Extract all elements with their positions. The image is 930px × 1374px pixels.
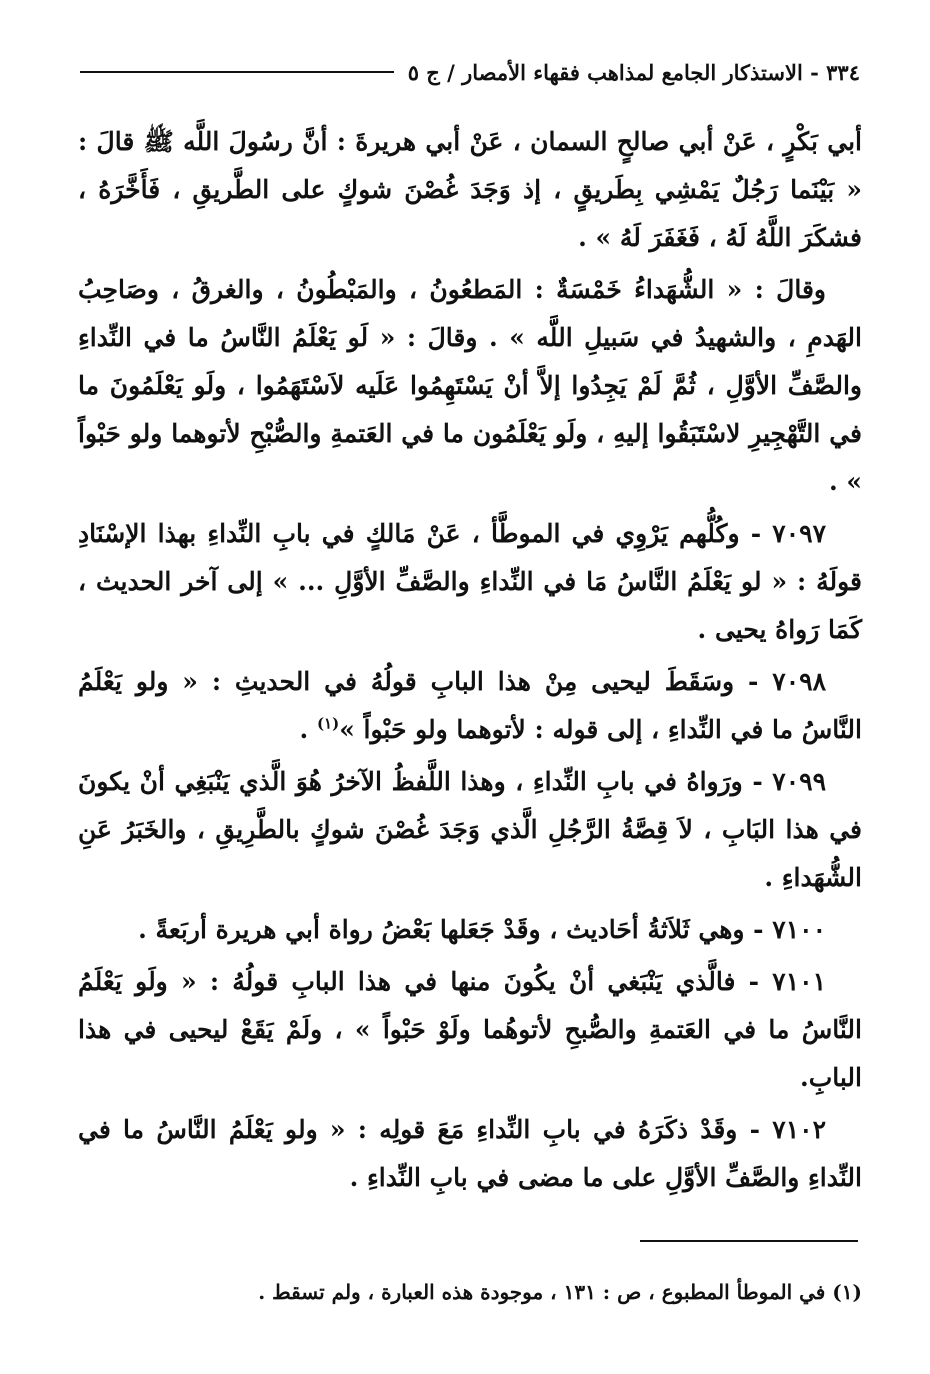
footnote-separator — [640, 1240, 858, 1242]
footnote: (١) في الموطأ المطبوع ، ص : ١٣١ ، موجودة هذه العبارة ، ولم تسقط . — [258, 1280, 862, 1304]
header-title: ٣٣٤ - الاستذكار الجامع لمذاهب فقهاء الأمصار / ج ٥ — [407, 59, 860, 85]
paragraph-7098-text: ٧٠٩٨ - وسَقَطَ ليحيى مِنْ هذا البابِ قولُهُ في الحديثِ : « ولو يَعْلَمُ النَّاسُ ما في النِّداءِ ، إلى قوله : لأتوهما ولو حَبْواً » — [78, 667, 862, 744]
paragraph-7102: ٧١٠٢ - وقَدْ ذكَرَهُ في بابِ النِّداءِ مَعَ قولِه : « ولو يَعْلَمُ النَّاسُ ما في النِّداءِ والصَّفِّ الأوَّلِ على ما مضى في بابِ النِّداءِ . — [78, 1115, 862, 1192]
header-rule — [80, 71, 394, 73]
main-text — [78, 118, 862, 1206]
paragraph-7101: ٧١٠١ - فالَّذي يَنْبَغي أنْ يكُونَ منها في هذا البابِ قولُهُ : « ولَو يَعْلَمُ النَّاسُ ما في العَتمةِ والصُّبحِ لأتوهُما ولَوْ حَبْواً » ، ولَمْ يَقَعْ ليحيى في هذا البابِ. — [78, 967, 862, 1092]
paragraph-7099: ٧٠٩٩ - ورَواهُ في بابِ النِّداءِ ، وهذا اللَّفظُ الآخرُ هُوَ الَّذي يَنْبَغِي أنْ يكونَ في هذا البَابِ ، لاَ قِصَّةُ الرَّجُلِ الَّذي وَجَدَ غُصْنَ شوكٍ بالطَّرِيقِ ، والخَبَرُ عَنِ الشُّهَداءِ . — [78, 767, 862, 892]
paragraph-7098: ٧٠٩٨ - وسَقَطَ ليحيى مِنْ هذا البابِ قولُهُ في الحديثِ : « ولو يَعْلَمُ النَّاسُ ما في النِّداءِ ، إلى قوله : لأتوهما ولو حَبْواً »$^{(١)}$ . — [78, 667, 862, 744]
paragraph-hadith-thorn-branch: أبي بَكْرٍ ، عَنْ أبي صالحٍ السمان ، عَنْ أبي هريرةَ : أنَّ رسُولَ اللَّه ﷺ قالَ : « بَيْنَما رَجُلٌ يَمْشِي بِطَريقٍ ، إذ وَجَدَ غُصْنَ شوكٍ على الطَّريقِ ، فَأَخَّرَهُ ، فشكَرَ اللَّهُ لَهُ ، فَغَفَرَ لَهُ » . — [78, 127, 862, 252]
paragraph-7097: ٧٠٩٧ - وكُلُّهم يَرْوِي في الموطَّأ ، عَنْ مَالكٍ في بابِ النِّداءِ بهذا الإسْنَادِ قولَهُ : « لو يَعْلَمُ النَّاسُ مَا في النِّداءِ والصَّفِّ الأوَّلِ ... » إلى آخر الحديث ، كَمَا رَواهُ يحيى . — [78, 519, 862, 644]
footnote-reference: (١) — [316, 714, 340, 733]
paragraph-7100: ٧١٠٠ - وهي ثَلاَثةُ أحَاديث ، وقَدْ جَعَلها بَعْضُ رواة أبي هريرة أربَعةً . — [138, 915, 826, 944]
running-header — [80, 52, 860, 92]
paragraph-martyrs: وقالَ : « الشُّهَداءُ خَمْسَةٌ : المَطعُونُ ، والمَبْطُونُ ، والغرقُ ، وصَاحِبُ الهَدمِ ، والشهيدُ في سَبيلِ اللَّه » . وقالَ : « لَو يَعْلَمُ النَّاسُ ما في النِّداءِ والصَّفِّ الأوَّلِ ، ثُمَّ لَمْ يَجِدُوا إلاَّ أنْ يَسْتَهِمُوا عَلَيه لاَسْتَهَمُوا ، ولَو يَعْلَمُونَ ما في التَّهْجِيرِ لاسْتَبَقُوا إليهِ ، ولَو يَعْلَمُون ما في العَتمةِ والصُّبْحِ لأتوهما ولو حَبْواً » . — [78, 275, 862, 496]
